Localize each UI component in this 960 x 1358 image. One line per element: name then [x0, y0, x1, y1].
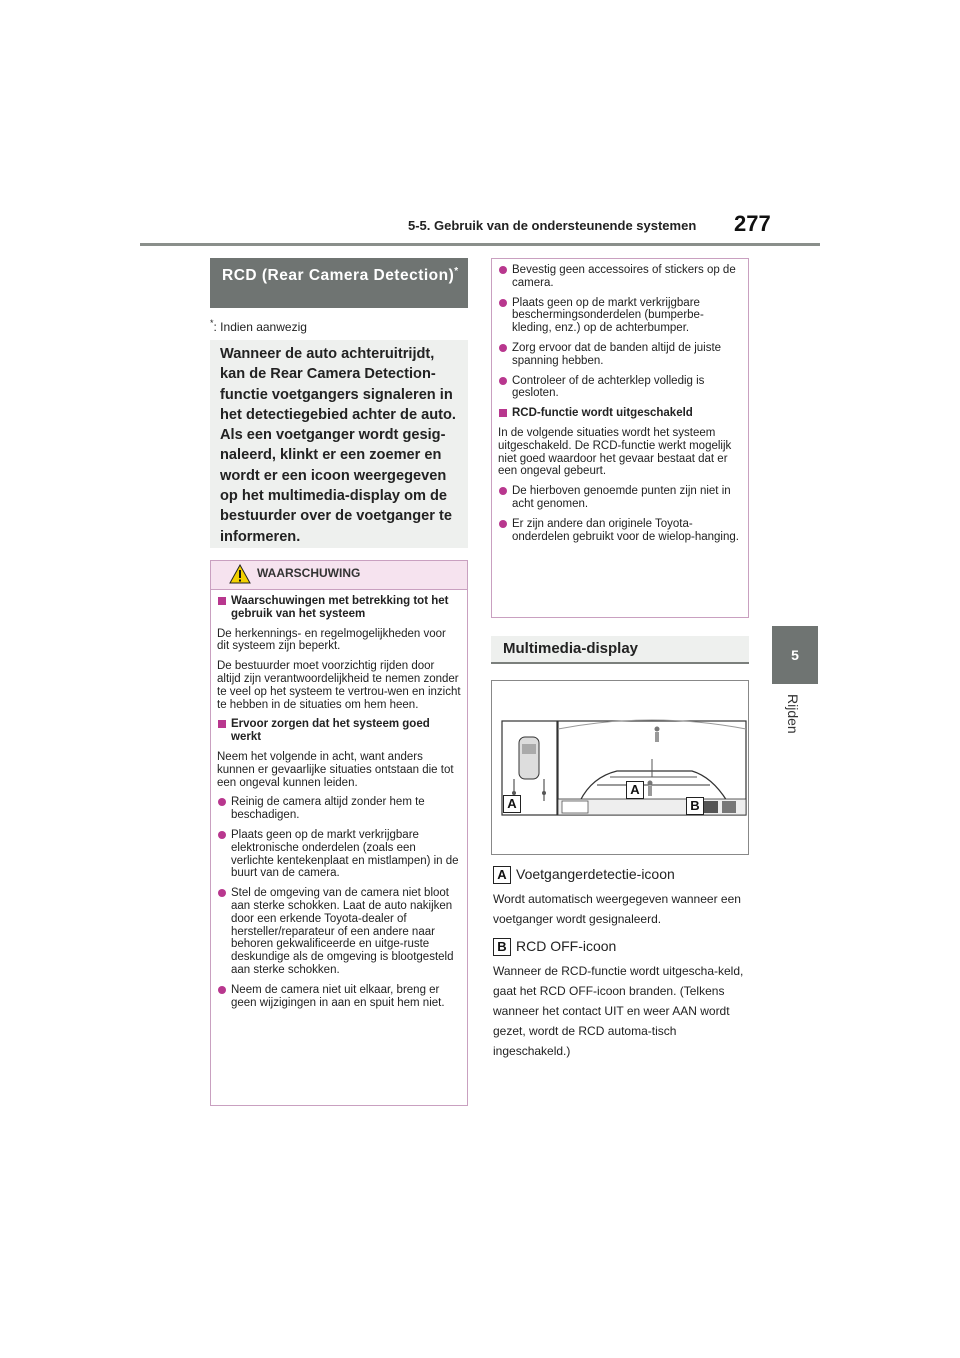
- legend-b-description: Wanneer de RCD-functie wordt uitgescha-keld, gaat het RCD OFF-icoon branden. (Telkens wanneer het contact UIT en weer AAN wordt gezet, wordt de RCD automa-tisch ingeschakeld.): [493, 964, 744, 1058]
- header-rule: [140, 243, 820, 246]
- warning-bullet: Neem de camera niet uit elkaar, breng er geen wijzigingen in aan en spuit hem niet.: [217, 984, 461, 1010]
- legend-a-title: Voetgangerdetectie-icoon: [516, 866, 675, 882]
- warning-subheading-operation: Ervoor zorgen dat het systeem goed werkt: [217, 718, 461, 744]
- warning-box: [210, 560, 468, 1106]
- warning-paragraph: De herkennings- en regelmogelijkheden voor dit systeem zijn beperkt.: [217, 627, 446, 653]
- warning-paragraph: In de volgende situaties wordt het systeem uitgeschakeld. De RCD-functie werkt mogelijk niet goed waardoor het gevaar bestaat dat er een ongeval gebeurt.: [498, 426, 732, 478]
- intro-text: Wanneer de auto achteruitrijdt, kan de Rear Camera Detection-functie voetgangers signaleren in het detectiegebied achter de auto. Als een voetganger wordt gesig-naleerd, klinkt er een zoemer en wordt er een icoon weergegeven op het multimedia-display om de bestuurder over de voetganger te informeren.: [220, 346, 456, 545]
- warning-bullet: Bevestig geen accessoires of stickers op de camera.: [498, 264, 742, 290]
- callout-b: B: [686, 797, 704, 815]
- warning-triangle-icon: [229, 564, 251, 584]
- warning-bullet: Controleer of de achterklep volledig is gesloten.: [498, 375, 742, 401]
- warning-title: WAARSCHUWING: [257, 566, 361, 580]
- warning-bullet: Zorg ervoor dat de banden altijd de juiste spanning hebben.: [498, 342, 742, 368]
- legend-b-title: RCD OFF-icoon: [516, 938, 617, 954]
- footnote-text: : Indien aanwezig: [213, 320, 307, 334]
- warning-subheading-disabled: RCD-functie wordt uitgeschakeld: [498, 407, 742, 420]
- footnote: [210, 318, 307, 334]
- callout-a-right: A: [626, 781, 644, 799]
- multimedia-section-title: Multimedia-display: [503, 640, 639, 657]
- warning-continuation-box: [491, 258, 749, 618]
- chapter-tab: 5: [772, 626, 818, 684]
- section-title-band: [210, 258, 468, 308]
- section-header: 5-5. Gebruik van de ondersteunende systemen: [408, 218, 697, 233]
- warning-paragraph: De bestuurder moet voorzichtig rijden door altijd zijn verantwoordelijkheid te nemen zonder te veel op het systeem te vertrou-wen en inzicht te hebben in de situaties om hem heen.: [217, 660, 461, 711]
- footnote-marker: *: [210, 318, 214, 328]
- intro-box: [210, 340, 468, 548]
- chapter-label: Rijden: [785, 694, 801, 734]
- warning-bullet: Reinig de camera altijd zonder hem te beschadigen.: [217, 796, 461, 822]
- legend-label-b: B: [493, 938, 511, 956]
- multimedia-display-figure: [491, 680, 749, 855]
- section-title-marker: *: [454, 266, 459, 277]
- warning-header: [211, 561, 467, 590]
- callout-a-left: A: [503, 795, 521, 813]
- warning-bullet: Er zijn andere dan originele Toyota-onderdelen gebruikt voor de wielop-hanging.: [498, 518, 742, 544]
- warning-bullet: Stel de omgeving van de camera niet bloot aan sterke schokken. Laat de auto nakijken door een erkende Toyota-dealer of hersteller/reparateur of een andere naar behoren gekwalificeerde en uitge-ruste deskundige als de omgeving is blootgesteld aan sterke schokken.: [217, 887, 461, 977]
- legend-label-a: A: [493, 866, 511, 884]
- camera-view-illustration: [492, 681, 748, 854]
- warning-subheading-usage: Waarschuwingen met betrekking tot het gebruik van het systeem: [217, 595, 461, 621]
- warning-bullet: De hierboven genoemde punten zijn niet in acht genomen.: [498, 485, 742, 511]
- warning-paragraph: Neem het volgende in acht, want anders kunnen er gevaarlijke situaties ontstaan die tot een ongeval kunnen leiden.: [217, 750, 454, 789]
- multimedia-section-band: [491, 636, 749, 664]
- section-title: RCD (Rear Camera Detection): [222, 267, 455, 285]
- warning-bullet: Plaats geen op de markt verkrijgbare beschermingsonderdelen (bumperbe-kleding, enz.) op de achterbumper.: [498, 297, 742, 335]
- warning-bullet: Plaats geen op de markt verkrijgbare elektronische onderdelen (zoals een verlichte kentekenplaat en mistlampen) in de buurt van de camera.: [217, 829, 461, 880]
- legend-a-description: Wordt automatisch weergegeven wanneer een voetganger wordt gesignaleerd.: [493, 892, 741, 926]
- page-number: 277: [734, 211, 771, 236]
